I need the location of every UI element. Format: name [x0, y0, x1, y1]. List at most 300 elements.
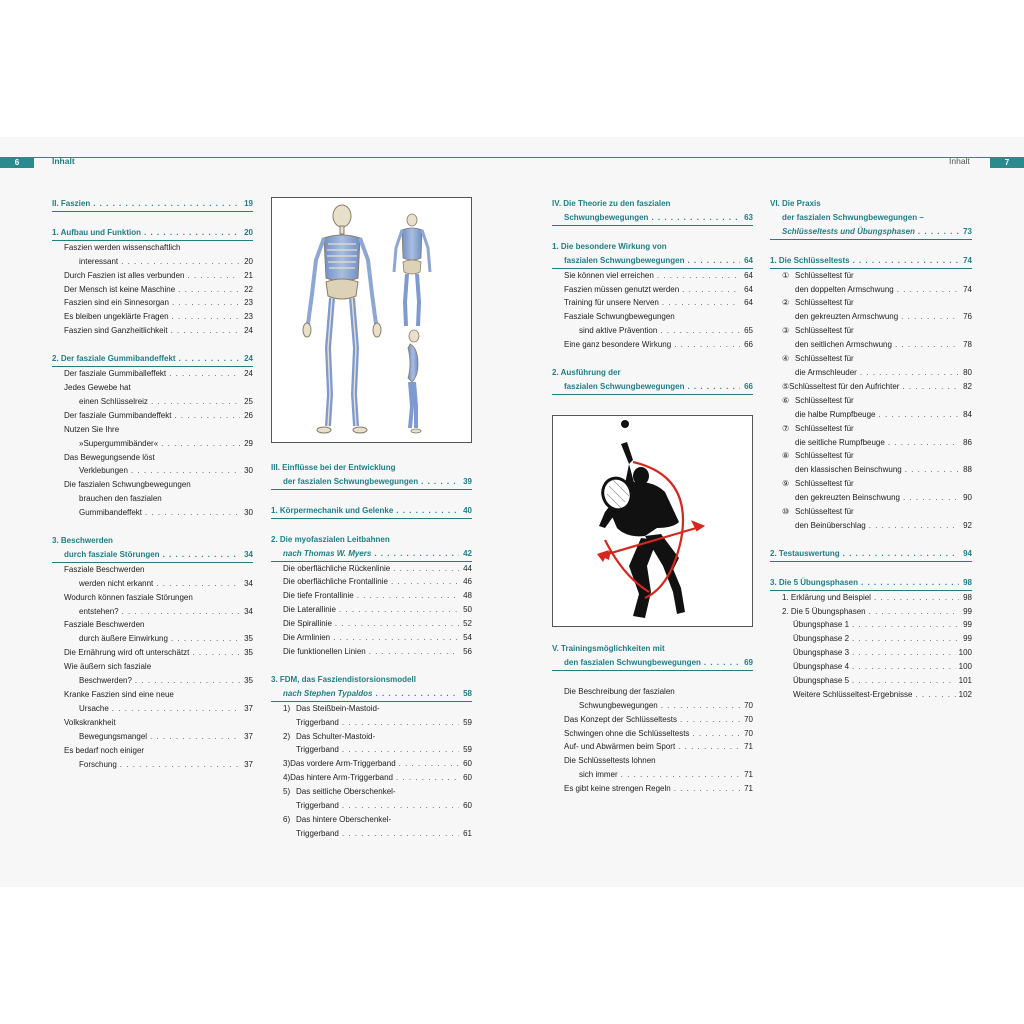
toc-entry[interactable]	[271, 575, 472, 589]
toc-entry[interactable]	[271, 813, 472, 827]
dot-leader	[342, 743, 459, 757]
entry-page-number: 71	[744, 742, 753, 752]
dot-leader	[888, 436, 959, 450]
dot-leader	[178, 283, 240, 297]
toc-entry[interactable]	[770, 394, 972, 408]
entry-number: ⑤	[782, 381, 790, 391]
entry-page-number: 23	[244, 298, 253, 308]
toc-entry[interactable]	[770, 688, 972, 702]
toc-entry[interactable]	[52, 591, 253, 605]
entry-page-number: 34	[244, 549, 253, 559]
spacer	[552, 352, 753, 366]
entry-page-number: 102	[958, 690, 972, 699]
right-running-title: Inhalt	[949, 156, 970, 166]
toc-entry[interactable]	[552, 269, 753, 283]
toc-entry[interactable]	[52, 702, 253, 716]
toc-entry[interactable]	[52, 464, 253, 478]
toc-entry[interactable]	[271, 785, 472, 799]
toc-chapter-entry[interactable]	[552, 254, 753, 269]
entry-title: die Armschleuder	[795, 367, 857, 377]
entry-title: Die Beschreibung der faszialen	[564, 686, 675, 696]
toc-entry[interactable]	[52, 646, 253, 660]
entry-title: Wie äußern sich fasziale	[64, 662, 152, 672]
entry-number: ⑩	[782, 507, 790, 517]
entry-title: Schwungbewegungen	[564, 212, 649, 222]
dot-leader	[860, 366, 959, 380]
entry-title: 2. Die 5 Übungsphasen	[782, 606, 866, 616]
entry-number: ⑧	[782, 451, 790, 461]
toc-entry[interactable]	[52, 381, 253, 395]
entry-page-number: 42	[463, 548, 472, 558]
entry-page-number: 37	[244, 731, 253, 741]
entry-page-number: 58	[463, 688, 472, 698]
toc-entry[interactable]	[770, 491, 972, 505]
toc-entry[interactable]	[271, 799, 472, 813]
entry-title: Schlüsseltest für	[795, 326, 854, 336]
dot-leader	[687, 380, 740, 394]
toc-entry[interactable]	[52, 563, 253, 577]
entry-page-number: 80	[963, 367, 972, 377]
spacer	[552, 226, 753, 240]
dot-leader	[188, 269, 240, 283]
dot-leader	[122, 605, 240, 619]
entry-page-number: 63	[744, 212, 753, 222]
entry-title: 1. Die Schlüsseltests	[770, 255, 850, 265]
toc-entry[interactable]	[52, 255, 253, 269]
toc-entry[interactable]	[552, 310, 753, 324]
anatomy-figure	[271, 197, 472, 443]
toc-entry[interactable]	[52, 423, 253, 437]
entry-number: ④	[782, 354, 790, 364]
entry-number: 1)	[283, 703, 291, 713]
dot-leader	[121, 255, 240, 269]
entry-title: Die Spirallinie	[283, 619, 332, 629]
toc-column-3-top	[552, 197, 753, 395]
entry-title: Schlüsseltest für	[795, 423, 854, 433]
entry-title: Übungsphase 1	[793, 620, 850, 630]
entry-page-number: 73	[963, 226, 972, 236]
left-page-number: 6	[0, 158, 34, 168]
entry-title: nach Thomas W. Myers	[283, 548, 372, 558]
dot-leader	[171, 632, 240, 646]
toc-entry[interactable]	[52, 296, 253, 310]
toc-entry[interactable]	[552, 713, 753, 727]
toc-entry[interactable]	[770, 591, 972, 605]
toc-chapter-entry[interactable]	[271, 504, 472, 519]
spacer	[552, 671, 753, 685]
dot-leader	[852, 646, 956, 660]
entry-page-number: 44	[463, 563, 472, 573]
toc-entry[interactable]	[52, 618, 253, 632]
toc-entry[interactable]	[770, 646, 972, 660]
left-running-title: Inhalt	[52, 156, 75, 166]
toc-entry[interactable]	[552, 338, 753, 352]
entry-title: Faszien sind ein Sinnesorgan	[64, 298, 169, 308]
entry-title: Jedes Gewebe hat	[64, 382, 131, 392]
entry-page-number: 64	[744, 270, 753, 280]
entry-page-number: 90	[963, 493, 972, 503]
dot-leader	[852, 632, 959, 646]
toc-entry[interactable]	[271, 603, 472, 617]
dot-leader	[687, 254, 740, 268]
dot-leader	[169, 367, 240, 381]
tennis-figure	[552, 415, 753, 627]
toc-entry[interactable]	[770, 632, 972, 646]
toc-chapter-entry[interactable]	[52, 226, 253, 241]
dot-leader	[621, 768, 740, 782]
dot-leader	[391, 575, 459, 589]
entry-title: Kranke Faszien sind eine neue	[64, 690, 174, 699]
toc-entry[interactable]	[271, 645, 472, 659]
spacer	[52, 520, 253, 534]
toc-chapter-entry[interactable]	[52, 197, 253, 212]
toc-entry[interactable]	[52, 451, 253, 465]
toc-entry[interactable]	[52, 269, 253, 283]
entry-number: ①	[782, 270, 790, 280]
dot-leader	[393, 562, 459, 576]
toc-entry[interactable]	[770, 380, 972, 394]
entry-page-number: 92	[963, 520, 972, 530]
dot-leader	[869, 519, 959, 533]
toc-entry[interactable]	[52, 744, 253, 758]
toc-chapter-entry[interactable]	[271, 547, 472, 562]
toc-entry[interactable]	[552, 740, 753, 754]
toc-chapter-entry[interactable]	[552, 211, 753, 226]
entry-title: Fasziale Beschwerden	[64, 620, 145, 630]
toc-entry[interactable]	[271, 827, 472, 841]
entry-number: ③	[782, 326, 790, 336]
entry-page-number: 30	[244, 508, 253, 518]
entry-title: VI. Die Praxis	[770, 199, 821, 208]
entry-title: Bewegungsmangel	[79, 731, 148, 741]
toc-chapter-entry[interactable]	[52, 548, 253, 563]
toc-entry[interactable]	[770, 618, 972, 632]
entry-title: 2. Der fasziale Gummibandeffekt	[52, 354, 176, 364]
toc-entry[interactable]	[770, 338, 972, 352]
toc-entry[interactable]	[52, 632, 253, 646]
toc-chapter-entry[interactable]	[271, 687, 472, 702]
toc-column-2	[271, 461, 472, 841]
dot-leader	[335, 617, 459, 631]
toc-chapter-entry[interactable]	[770, 576, 972, 591]
dot-leader	[192, 646, 240, 660]
entry-page-number: 71	[744, 784, 753, 794]
toc-entry[interactable]	[271, 757, 472, 771]
entry-title: Beschwerden?	[79, 676, 132, 686]
toc-chapter-entry[interactable]	[552, 380, 753, 395]
entry-page-number: 35	[244, 676, 253, 686]
toc-entry[interactable]	[770, 366, 972, 380]
toc-entry[interactable]	[770, 324, 972, 338]
dot-leader	[674, 782, 740, 796]
dot-leader	[903, 491, 959, 505]
entry-page-number: 20	[244, 256, 253, 266]
toc-chapter-entry[interactable]	[770, 211, 972, 225]
entry-title: der faszialen Schwungbewegungen –	[782, 212, 924, 222]
skeleton-fascia-illustration	[272, 198, 471, 442]
entry-title: Die faszialen Schwungbewegungen	[64, 480, 191, 490]
toc-chapter-entry[interactable]	[770, 197, 972, 211]
entry-title: Die oberflächliche Frontallinie	[283, 577, 388, 587]
entry-title: die seitliche Rumpfbeuge	[795, 437, 885, 447]
entry-title: Es bleiben ungeklärte Fragen	[64, 312, 169, 322]
entry-title: Triggerband	[296, 745, 339, 755]
toc-entry[interactable]	[770, 408, 972, 422]
toc-entry[interactable]	[552, 727, 753, 741]
dot-leader	[852, 660, 956, 674]
toc-chapter-entry[interactable]	[52, 534, 253, 548]
dot-leader	[171, 324, 240, 338]
toc-entry[interactable]	[52, 506, 253, 520]
entry-title: 1. Erklärung und Beispiel	[782, 592, 871, 602]
entry-page-number: 30	[244, 466, 253, 476]
entry-title: Schlüsseltest für	[795, 451, 854, 461]
entry-title: Sie können viel erreichen	[564, 270, 654, 280]
entry-title: durch äußere Einwirkung	[79, 634, 168, 644]
toc-entry[interactable]	[770, 310, 972, 324]
dot-leader	[376, 687, 460, 701]
toc-chapter-entry[interactable]	[271, 475, 472, 490]
toc-entry[interactable]	[552, 283, 753, 297]
toc-entry[interactable]	[770, 463, 972, 477]
toc-entry[interactable]	[52, 437, 253, 451]
toc-entry[interactable]	[552, 754, 753, 768]
entry-title: nach Stephen Typaldos	[283, 688, 373, 698]
entry-title: sich immer	[579, 770, 618, 780]
toc-entry[interactable]	[770, 296, 972, 310]
toc-entry[interactable]	[52, 758, 253, 772]
toc-entry[interactable]	[52, 395, 253, 409]
toc-entry[interactable]	[552, 296, 753, 310]
dot-leader	[852, 618, 959, 632]
dot-leader	[135, 674, 240, 688]
dot-leader	[661, 699, 740, 713]
toc-chapter-entry[interactable]	[552, 656, 753, 671]
toc-entry[interactable]	[271, 743, 472, 757]
toc-column-1	[52, 197, 253, 771]
dot-leader	[918, 225, 959, 239]
entry-title: Schlüsseltest für	[795, 354, 854, 364]
toc-entry[interactable]	[52, 730, 253, 744]
toc-chapter-entry[interactable]	[770, 547, 972, 562]
toc-chapter-entry[interactable]	[552, 197, 753, 211]
entry-title: der faszialen Schwungbewegungen	[283, 476, 419, 486]
entry-page-number: 20	[244, 227, 253, 237]
tennis-serve-silhouette	[553, 416, 752, 626]
toc-entry[interactable]	[271, 617, 472, 631]
entry-title: den seitlichen Armschwung	[795, 340, 892, 350]
entry-number: 5)	[283, 787, 291, 797]
spacer	[271, 659, 472, 673]
toc-entry[interactable]	[52, 660, 253, 674]
toc-entry[interactable]	[552, 768, 753, 782]
toc-entry[interactable]	[271, 702, 472, 716]
entry-page-number: 82	[963, 381, 972, 391]
dot-leader	[339, 603, 459, 617]
entry-page-number: 26	[244, 410, 253, 420]
entry-page-number: 64	[744, 255, 753, 265]
toc-entry[interactable]	[770, 283, 972, 297]
entry-title: Schlüsseltest für	[795, 479, 854, 489]
toc-entry[interactable]	[770, 422, 972, 436]
toc-chapter-entry[interactable]	[52, 352, 253, 367]
toc-entry[interactable]	[770, 519, 972, 533]
entry-page-number: 37	[244, 703, 253, 713]
toc-entry[interactable]	[770, 449, 972, 463]
entry-number: 4)	[283, 773, 291, 783]
entry-page-number: 74	[963, 284, 972, 294]
entry-page-number: 99	[963, 634, 972, 644]
entry-title: Faszien sind Ganzheitlichkeit	[64, 326, 168, 336]
entry-page-number: 22	[244, 284, 253, 294]
toc-chapter-entry[interactable]	[552, 240, 753, 254]
toc-entry[interactable]	[552, 685, 753, 699]
dot-leader	[852, 674, 956, 688]
entry-title: 1. Körpermechanik und Gelenke	[271, 505, 394, 515]
entry-title: 2. Die myofaszialen Leitbahnen	[271, 534, 390, 544]
entry-page-number: 65	[744, 326, 753, 336]
toc-chapter-entry[interactable]	[271, 673, 472, 687]
entry-title: die halbe Rumpfbeuge	[795, 409, 876, 419]
toc-entry[interactable]	[770, 605, 972, 619]
entry-page-number: 56	[463, 646, 472, 656]
entry-page-number: 88	[963, 465, 972, 475]
entry-title: den gekreuzten Armschwung	[795, 312, 899, 322]
entry-page-number: 74	[963, 255, 972, 265]
toc-entry[interactable]	[52, 409, 253, 423]
toc-chapter-entry[interactable]	[770, 254, 972, 269]
entry-title: interessant	[79, 256, 119, 266]
entry-title: Es bedarf noch einiger	[64, 745, 145, 755]
entry-title: Ursache	[79, 703, 109, 713]
toc-entry[interactable]	[52, 310, 253, 324]
entry-title: Die tiefe Frontallinie	[283, 591, 354, 601]
toc-entry[interactable]	[52, 367, 253, 381]
entry-title: Faszien müssen genutzt werden	[564, 284, 680, 294]
entry-page-number: 24	[244, 369, 253, 379]
entry-title: 3. FDM, das Fasziendistorsionsmodell	[271, 674, 416, 684]
entry-page-number: 24	[244, 326, 253, 336]
toc-entry[interactable]	[770, 674, 972, 688]
entry-page-number: 71	[744, 770, 753, 780]
toc-entry[interactable]	[271, 771, 472, 785]
entry-page-number: 70	[744, 700, 753, 710]
toc-entry[interactable]	[52, 674, 253, 688]
dot-leader	[131, 464, 240, 478]
toc-entry[interactable]	[52, 605, 253, 619]
toc-entry[interactable]	[271, 562, 472, 576]
entry-title: Der Mensch ist keine Maschine	[64, 284, 176, 294]
header-rule	[0, 157, 1024, 158]
dot-leader	[93, 197, 240, 211]
entry-page-number: 76	[963, 312, 972, 322]
toc-entry[interactable]	[52, 478, 253, 492]
toc-entry[interactable]	[552, 699, 753, 713]
dot-leader	[179, 352, 240, 366]
dot-leader	[396, 771, 459, 785]
entry-title: »Supergummibänder«	[79, 438, 159, 448]
toc-entry[interactable]	[52, 324, 253, 338]
entry-number: ⑦	[782, 423, 790, 433]
toc-entry[interactable]	[271, 589, 472, 603]
toc-entry[interactable]	[770, 436, 972, 450]
entry-title: Das Konzept der Schlüsseltests	[564, 714, 677, 724]
entry-title: Verklebungen	[79, 466, 128, 476]
entry-title: Es gibt keine strengen Regeln	[564, 784, 671, 794]
dot-leader	[901, 310, 959, 324]
toc-column-4	[770, 197, 972, 702]
toc-entry[interactable]	[552, 324, 753, 338]
entry-title: Volkskrankheit	[64, 717, 116, 727]
entry-title: Schwungbewegungen	[579, 700, 658, 710]
dot-leader	[161, 437, 240, 451]
entry-title: III. Einflüsse bei der Entwicklung	[271, 463, 396, 472]
entry-title: Übungsphase 5	[793, 676, 850, 686]
entry-page-number: 23	[244, 312, 253, 322]
toc-chapter-entry[interactable]	[770, 225, 972, 240]
toc-entry[interactable]	[52, 241, 253, 255]
entry-title: Die Ernährung wird oft unterschätzt	[64, 648, 190, 658]
toc-chapter-entry[interactable]	[552, 642, 753, 656]
entry-title: 1. Die besondere Wirkung von	[552, 241, 667, 251]
entry-title: V. Trainingsmöglichkeiten mit	[552, 644, 665, 653]
toc-entry[interactable]	[770, 660, 972, 674]
toc-entry[interactable]	[52, 492, 253, 506]
entry-title: Schlüsseltest für	[795, 507, 854, 517]
entry-title: Weitere Schlüsseltest-Ergebnisse	[793, 690, 913, 699]
toc-entry[interactable]	[52, 577, 253, 591]
toc-entry[interactable]	[770, 477, 972, 491]
right-page-number: 7	[990, 158, 1024, 168]
dot-leader	[651, 211, 740, 225]
toc-chapter-entry[interactable]	[271, 461, 472, 475]
toc-chapter-entry[interactable]	[552, 366, 753, 380]
entry-title: Faszien werden wissenschaftlich	[64, 242, 181, 252]
toc-entry[interactable]	[52, 716, 253, 730]
entry-number: ⑨	[782, 479, 790, 489]
dot-leader	[861, 576, 959, 590]
dot-leader	[151, 395, 240, 409]
entry-title: Triggerband	[296, 828, 339, 838]
toc-chapter-entry[interactable]	[271, 533, 472, 547]
entry-page-number: 46	[463, 577, 472, 587]
dot-leader	[843, 547, 959, 561]
entry-page-number: 78	[963, 340, 972, 350]
entry-title: Eine ganz besondere Wirkung	[564, 340, 672, 350]
entry-title: Triggerband	[296, 717, 339, 727]
entry-page-number: 37	[244, 759, 253, 769]
toc-entry[interactable]	[271, 730, 472, 744]
entry-title: werden nicht erkannt	[79, 578, 154, 588]
entry-title: Fasziale Beschwerden	[64, 564, 145, 574]
toc-entry[interactable]	[271, 716, 472, 730]
entry-title: Übungsphase 4	[793, 662, 850, 672]
dot-leader	[120, 758, 240, 772]
dot-leader	[342, 799, 459, 813]
toc-entry[interactable]	[271, 631, 472, 645]
dot-leader	[333, 631, 459, 645]
entry-title: Die Armlinien	[283, 633, 331, 643]
toc-entry[interactable]	[52, 283, 253, 297]
toc-entry[interactable]	[770, 352, 972, 366]
toc-entry[interactable]	[52, 688, 253, 702]
entry-page-number: 66	[744, 381, 753, 391]
toc-entry[interactable]	[770, 505, 972, 519]
dot-leader	[692, 727, 740, 741]
toc-entry[interactable]	[770, 269, 972, 283]
toc-entry[interactable]	[552, 782, 753, 796]
entry-page-number: 54	[463, 633, 472, 643]
